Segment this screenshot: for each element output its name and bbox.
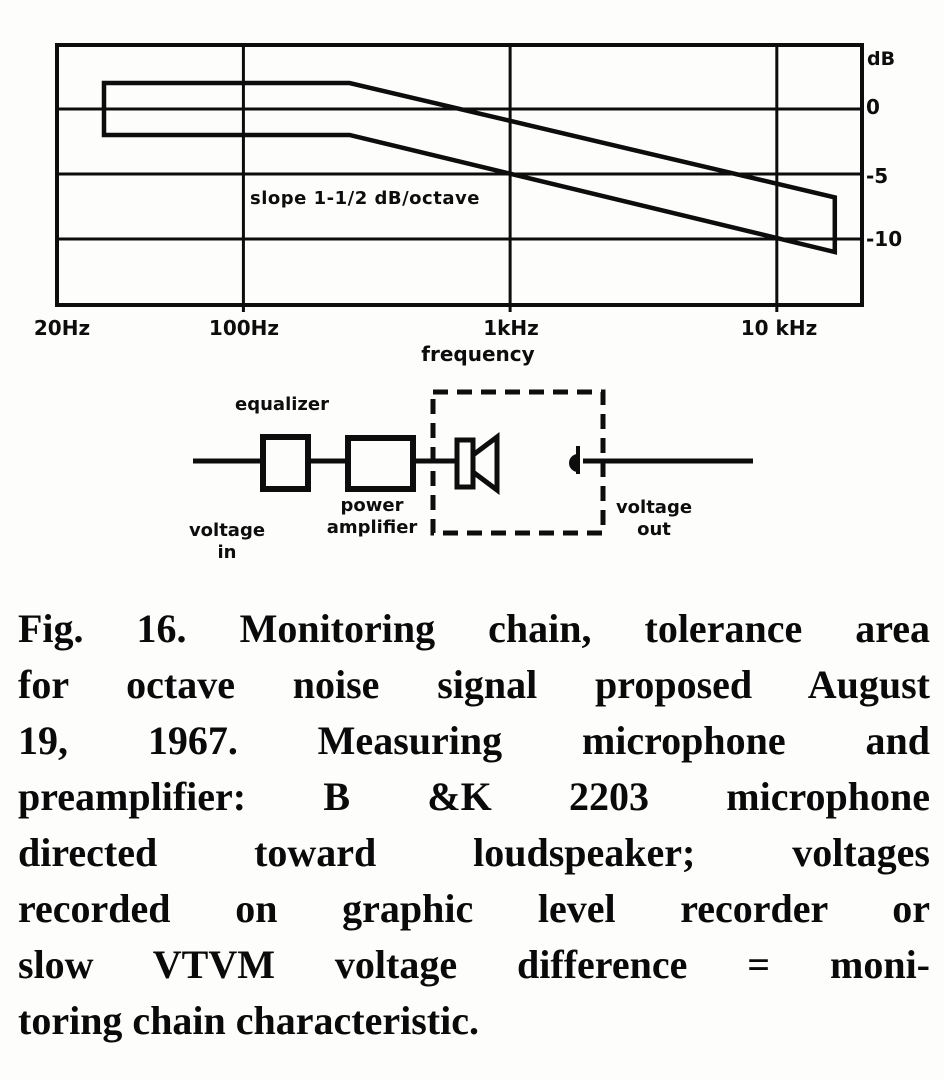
caption-line: for octave noise signal proposed August [18, 662, 930, 707]
caption-line: directed toward loudspeaker; voltages [18, 830, 930, 875]
caption-line: recorded on graphic level recorder or [18, 886, 930, 931]
equalizer-label-text: equalizer [235, 394, 329, 415]
x-tick-10khz: 10 kHz [740, 316, 818, 340]
caption-line: Fig. 16. Monitoring chain, tolerance area [18, 606, 930, 651]
power-amplifier-label [327, 495, 418, 539]
caption-line: 19, 1967. Measuring microphone and [18, 718, 930, 763]
power-amplifier-label-line2: amplifier [326, 517, 418, 538]
slope-annotation: slope 1-1/2 dB/octave [250, 188, 480, 209]
equalizer-box [263, 437, 308, 489]
power-amplifier-box [348, 438, 413, 489]
voltage-in-label-line1: voltage [188, 520, 266, 541]
voltage-out-label [616, 497, 692, 541]
voltage-out-label-line1: voltage [615, 497, 693, 518]
y-tick-m5: -5 [866, 164, 889, 188]
monitoring-chain-diagram [0, 380, 944, 595]
caption-line: slow VTVM voltage difference = moni- [18, 942, 930, 987]
monitoring-chain-drawing [0, 380, 944, 595]
power-amplifier-label-line1: power [340, 495, 404, 516]
microphone-icon [570, 446, 578, 474]
x-tick-20hz: 20Hz [33, 316, 91, 340]
voltage-in-label [189, 520, 265, 564]
x-tick-1khz: 1kHz [483, 316, 539, 340]
figure-caption [18, 601, 930, 1049]
x-tick-100hz: 100Hz [208, 316, 280, 340]
x-axis-title: frequency [421, 342, 535, 366]
y-tick-0: 0 [866, 95, 880, 119]
caption-line: preamplifier: B &K 2203 microphone [18, 774, 930, 819]
voltage-out-label-line2: out [637, 519, 671, 540]
caption-line: toring chain characteristic. [18, 998, 479, 1043]
loudspeaker-icon [457, 437, 497, 490]
tolerance-chart [0, 0, 944, 380]
y-tick-m10: -10 [866, 227, 903, 251]
y-axis-unit: dB [867, 48, 896, 70]
voltage-in-label-line2: in [217, 542, 237, 563]
equalizer-label [235, 394, 329, 416]
